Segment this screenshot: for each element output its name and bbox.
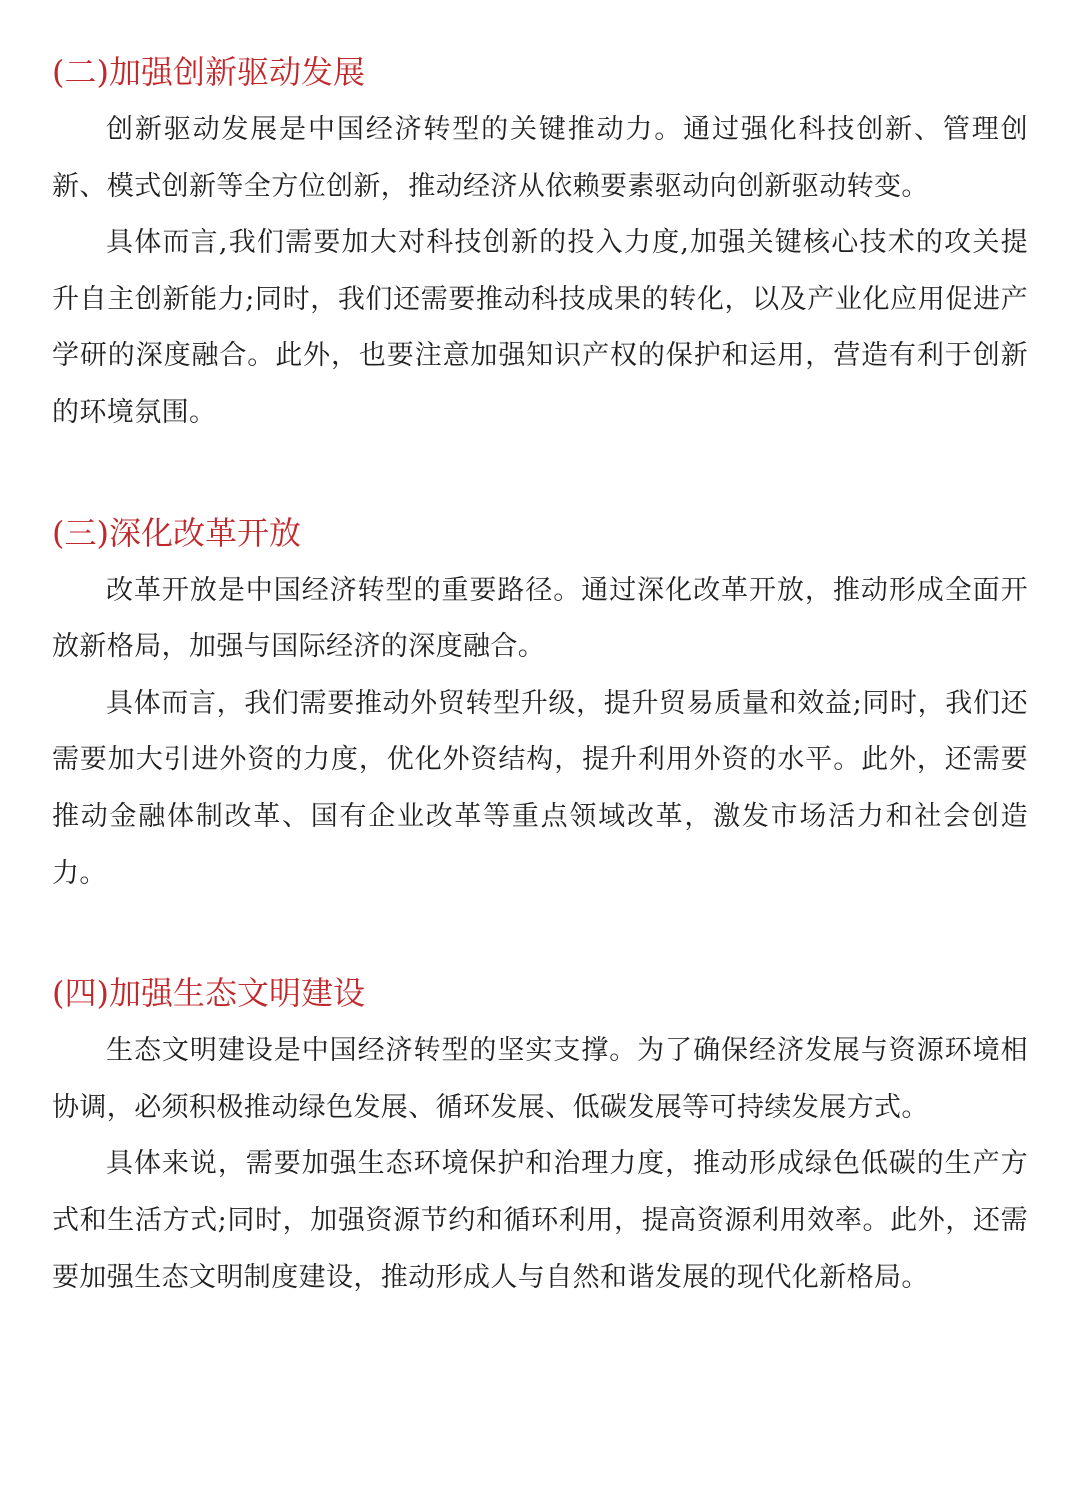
section-ecological-civilization (52, 963, 1028, 1306)
section-reform-opening (52, 503, 1028, 903)
section-paragraph: 生态文明建设是中国经济转型的坚实支撑。为了确保经济发展与资源环境相协调，必须积极推动绿色发展、循环发展、低碳发展等可持续发展方式。 (52, 1035, 1028, 1123)
section-heading: (三)深化改革开放 (52, 513, 301, 552)
section-paragraph: 具体来说，需要加强生态环境保护和治理力度，推动形成绿色低碳的生产方式和生活方式;同时，加强资源节约和循环利用，提高资源利用效率。此外，还需要加强生态文明制度建设，推动形成人与自然和谐发展的现代化新格局。 (52, 1148, 1028, 1293)
section-heading: (四)加强生态文明建设 (52, 974, 365, 1013)
section-paragraph: 创新驱动发展是中国经济转型的关键推动力。通过强化科技创新、管理创新、模式创新等全方位创新，推动经济从依赖要素驱动向创新驱动转变。 (52, 114, 1028, 202)
section-heading: (二)加强创新驱动发展 (52, 53, 365, 91)
section-paragraph: 具体而言,我们需要加大对科技创新的投入力度,加强关键核心技术的攻关提升自主创新能力;同时，我们还需要推动科技成果的转化，以及产业化应用促进产学研的深度融合。此外，也要注意加强知识产权的保护和运用，营造有利于创新的环境氛围。 (52, 227, 1028, 428)
section-paragraph: 具体而言，我们需要推动外贸转型升级，提升贸易质量和效益;同时，我们还需要加大引进外资的力度，优化外资结构，提升利用外资的水平。此外，还需要推动金融体制改革、国有企业改革等重点领域改革，激发市场活力和社会创造力。 (52, 687, 1028, 889)
section-innovation (52, 42, 1028, 442)
section-paragraph: 改革开放是中国经济转型的重要路径。通过深化改革开放，推动形成全面开放新格局，加强与国际经济的深度融合。 (52, 574, 1028, 663)
